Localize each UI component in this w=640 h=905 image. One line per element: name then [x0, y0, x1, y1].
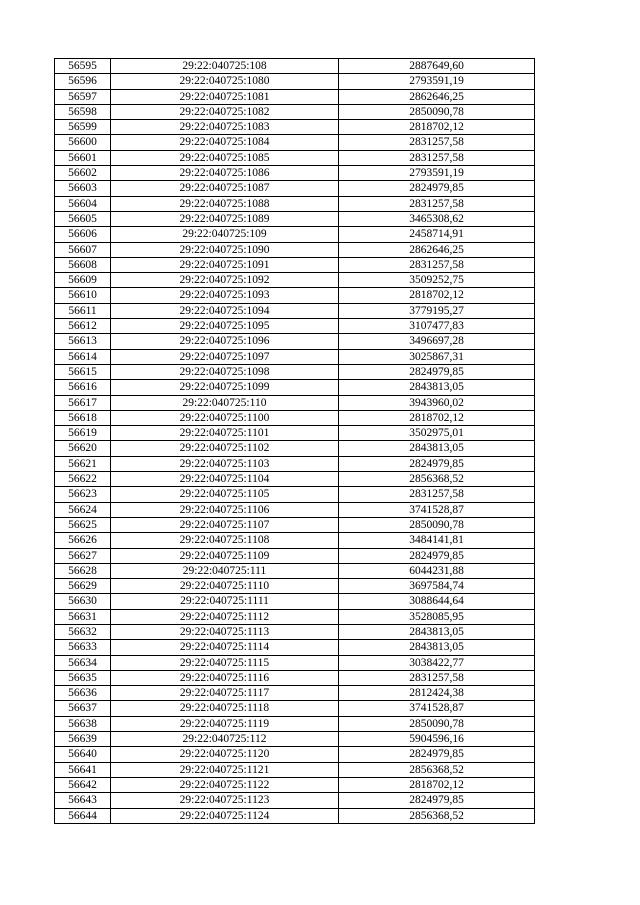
table-row — [55, 502, 535, 517]
cadastral-value-cell: 3484141,81 — [339, 533, 535, 548]
table-row — [55, 380, 535, 395]
row-number-cell: 56639 — [55, 732, 111, 747]
table-row — [55, 211, 535, 226]
table-row — [55, 808, 535, 823]
cadastral-value-cell: 2843813,05 — [339, 640, 535, 655]
table-row — [55, 548, 535, 563]
cadastral-value-cell: 2843813,05 — [339, 624, 535, 639]
cadastral-value-cell: 2862646,25 — [339, 89, 535, 104]
row-number-cell: 56605 — [55, 211, 111, 226]
cadastral-value-cell: 2843813,05 — [339, 441, 535, 456]
table-row — [55, 517, 535, 532]
row-number-cell: 56612 — [55, 319, 111, 334]
row-number-cell: 56599 — [55, 120, 111, 135]
table-row — [55, 609, 535, 624]
table-row — [55, 89, 535, 104]
table-row — [55, 349, 535, 364]
cadastral-number-cell: 29:22:040725:1090 — [111, 242, 339, 257]
row-number-cell: 56634 — [55, 655, 111, 670]
cadastral-number-cell: 29:22:040725:1108 — [111, 533, 339, 548]
cadastral-number-cell: 29:22:040725:1096 — [111, 334, 339, 349]
table-row — [55, 762, 535, 777]
cadastral-value-cell: 2831257,58 — [339, 257, 535, 272]
table-row — [55, 242, 535, 257]
row-number-cell: 56635 — [55, 670, 111, 685]
cadastral-number-cell: 29:22:040725:1102 — [111, 441, 339, 456]
cadastral-value-cell: 2850090,78 — [339, 716, 535, 731]
row-number-cell: 56596 — [55, 74, 111, 89]
cadastral-number-cell: 29:22:040725:1119 — [111, 716, 339, 731]
table-row — [55, 74, 535, 89]
row-number-cell: 56616 — [55, 380, 111, 395]
cadastral-value-cell: 3779195,27 — [339, 303, 535, 318]
row-number-cell: 56606 — [55, 227, 111, 242]
table-row — [55, 395, 535, 410]
table-row — [55, 624, 535, 639]
table-row — [55, 777, 535, 792]
table-row — [55, 166, 535, 181]
row-number-cell: 56619 — [55, 426, 111, 441]
cadastral-number-cell: 29:22:040725:1085 — [111, 150, 339, 165]
cadastral-value-cell: 2831257,58 — [339, 196, 535, 211]
cadastral-value-cell: 2824979,85 — [339, 364, 535, 379]
cadastral-value-cell: 2831257,58 — [339, 135, 535, 150]
cadastral-value-cell: 2793591,19 — [339, 166, 535, 181]
table-row — [55, 441, 535, 456]
table-row — [55, 686, 535, 701]
cadastral-number-cell: 29:22:040725:1118 — [111, 701, 339, 716]
table-row — [55, 716, 535, 731]
cadastral-value-cell: 2843813,05 — [339, 380, 535, 395]
row-number-cell: 56630 — [55, 594, 111, 609]
row-number-cell: 56642 — [55, 777, 111, 792]
cadastral-number-cell: 29:22:040725:1110 — [111, 579, 339, 594]
table-row — [55, 181, 535, 196]
cadastral-number-cell: 29:22:040725:1095 — [111, 319, 339, 334]
cadastral-number-cell: 29:22:040725:1084 — [111, 135, 339, 150]
table-body — [55, 59, 535, 824]
cadastral-number-cell: 29:22:040725:1123 — [111, 793, 339, 808]
cadastral-value-cell: 2831257,58 — [339, 487, 535, 502]
table-row — [55, 563, 535, 578]
row-number-cell: 56617 — [55, 395, 111, 410]
cadastral-value-cell: 3741528,87 — [339, 701, 535, 716]
cadastral-number-cell: 29:22:040725:1097 — [111, 349, 339, 364]
cadastral-value-cell: 2850090,78 — [339, 104, 535, 119]
cadastral-number-cell: 29:22:040725:1091 — [111, 257, 339, 272]
cadastral-value-cell: 3038422,77 — [339, 655, 535, 670]
row-number-cell: 56611 — [55, 303, 111, 318]
cadastral-number-cell: 29:22:040725:1111 — [111, 594, 339, 609]
row-number-cell: 56621 — [55, 456, 111, 471]
cadastral-number-cell: 29:22:040725:1103 — [111, 456, 339, 471]
cadastral-number-cell: 29:22:040725:109 — [111, 227, 339, 242]
table-row — [55, 410, 535, 425]
cadastral-value-cell: 2824979,85 — [339, 747, 535, 762]
row-number-cell: 56600 — [55, 135, 111, 150]
table-row — [55, 303, 535, 318]
cadastral-value-cell: 2812424,38 — [339, 686, 535, 701]
row-number-cell: 56622 — [55, 472, 111, 487]
cadastral-number-cell: 29:22:040725:1105 — [111, 487, 339, 502]
row-number-cell: 56608 — [55, 257, 111, 272]
table-row — [55, 594, 535, 609]
row-number-cell: 56638 — [55, 716, 111, 731]
row-number-cell: 56597 — [55, 89, 111, 104]
table-row — [55, 273, 535, 288]
cadastral-value-cell: 2824979,85 — [339, 456, 535, 471]
cadastral-value-cell: 2850090,78 — [339, 517, 535, 532]
cadastral-number-cell: 29:22:040725:111 — [111, 563, 339, 578]
row-number-cell: 56603 — [55, 181, 111, 196]
table-row — [55, 793, 535, 808]
cadastral-value-cell: 3528085,95 — [339, 609, 535, 624]
cadastral-value-cell: 2818702,12 — [339, 410, 535, 425]
cadastral-value-cell: 6044231,88 — [339, 563, 535, 578]
row-number-cell: 56643 — [55, 793, 111, 808]
cadastral-number-cell: 29:22:040725:1092 — [111, 273, 339, 288]
cadastral-value-cell: 2824979,85 — [339, 793, 535, 808]
row-number-cell: 56604 — [55, 196, 111, 211]
table-row — [55, 135, 535, 150]
cadastral-number-cell: 29:22:040725:1082 — [111, 104, 339, 119]
cadastral-value-cell: 3496697,28 — [339, 334, 535, 349]
cadastral-value-table — [54, 58, 535, 824]
cadastral-number-cell: 29:22:040725:1120 — [111, 747, 339, 762]
cadastral-value-cell: 2818702,12 — [339, 120, 535, 135]
row-number-cell: 56620 — [55, 441, 111, 456]
cadastral-number-cell: 29:22:040725:1122 — [111, 777, 339, 792]
cadastral-value-cell: 2831257,58 — [339, 150, 535, 165]
cadastral-value-cell: 3502975,01 — [339, 426, 535, 441]
cadastral-number-cell: 29:22:040725:1099 — [111, 380, 339, 395]
document-page — [54, 58, 534, 824]
table-row — [55, 59, 535, 74]
cadastral-value-cell: 2818702,12 — [339, 777, 535, 792]
cadastral-number-cell: 29:22:040725:1115 — [111, 655, 339, 670]
cadastral-number-cell: 29:22:040725:1121 — [111, 762, 339, 777]
cadastral-number-cell: 29:22:040725:1112 — [111, 609, 339, 624]
table-row — [55, 319, 535, 334]
cadastral-value-cell: 2818702,12 — [339, 288, 535, 303]
cadastral-value-cell: 3025867,31 — [339, 349, 535, 364]
cadastral-number-cell: 29:22:040725:1106 — [111, 502, 339, 517]
table-row — [55, 533, 535, 548]
table-row — [55, 472, 535, 487]
row-number-cell: 56633 — [55, 640, 111, 655]
row-number-cell: 56629 — [55, 579, 111, 594]
row-number-cell: 56625 — [55, 517, 111, 532]
cadastral-value-cell: 3107477,83 — [339, 319, 535, 334]
row-number-cell: 56595 — [55, 59, 111, 74]
table-row — [55, 456, 535, 471]
cadastral-number-cell: 29:22:040725:1088 — [111, 196, 339, 211]
row-number-cell: 56614 — [55, 349, 111, 364]
cadastral-number-cell: 29:22:040725:1114 — [111, 640, 339, 655]
cadastral-number-cell: 29:22:040725:1089 — [111, 211, 339, 226]
row-number-cell: 56631 — [55, 609, 111, 624]
cadastral-number-cell: 29:22:040725:1107 — [111, 517, 339, 532]
row-number-cell: 56618 — [55, 410, 111, 425]
table-row — [55, 701, 535, 716]
row-number-cell: 56637 — [55, 701, 111, 716]
cadastral-number-cell: 29:22:040725:1093 — [111, 288, 339, 303]
cadastral-value-cell: 2458714,91 — [339, 227, 535, 242]
cadastral-value-cell: 2824979,85 — [339, 548, 535, 563]
row-number-cell: 56626 — [55, 533, 111, 548]
cadastral-number-cell: 29:22:040725:1086 — [111, 166, 339, 181]
table-row — [55, 288, 535, 303]
cadastral-number-cell: 29:22:040725:110 — [111, 395, 339, 410]
table-row — [55, 364, 535, 379]
cadastral-number-cell: 29:22:040725:1117 — [111, 686, 339, 701]
cadastral-value-cell: 2793591,19 — [339, 74, 535, 89]
row-number-cell: 56628 — [55, 563, 111, 578]
row-number-cell: 56644 — [55, 808, 111, 823]
cadastral-value-cell: 3697584,74 — [339, 579, 535, 594]
table-row — [55, 655, 535, 670]
cadastral-number-cell: 29:22:040725:1109 — [111, 548, 339, 563]
cadastral-value-cell: 3088644,64 — [339, 594, 535, 609]
cadastral-number-cell: 29:22:040725:1101 — [111, 426, 339, 441]
cadastral-number-cell: 29:22:040725:1087 — [111, 181, 339, 196]
row-number-cell: 56602 — [55, 166, 111, 181]
row-number-cell: 56632 — [55, 624, 111, 639]
table-row — [55, 747, 535, 762]
cadastral-value-cell: 3943960,02 — [339, 395, 535, 410]
cadastral-number-cell: 29:22:040725:1081 — [111, 89, 339, 104]
cadastral-number-cell: 29:22:040725:1100 — [111, 410, 339, 425]
table-row — [55, 732, 535, 747]
table-row — [55, 579, 535, 594]
row-number-cell: 56624 — [55, 502, 111, 517]
cadastral-value-cell: 2887649,60 — [339, 59, 535, 74]
row-number-cell: 56640 — [55, 747, 111, 762]
row-number-cell: 56613 — [55, 334, 111, 349]
cadastral-value-cell: 3465308,62 — [339, 211, 535, 226]
table-row — [55, 120, 535, 135]
cadastral-value-cell: 2824979,85 — [339, 181, 535, 196]
row-number-cell: 56641 — [55, 762, 111, 777]
table-row — [55, 150, 535, 165]
row-number-cell: 56627 — [55, 548, 111, 563]
cadastral-value-cell: 5904596,16 — [339, 732, 535, 747]
row-number-cell: 56601 — [55, 150, 111, 165]
table-row — [55, 227, 535, 242]
table-row — [55, 104, 535, 119]
cadastral-value-cell: 2831257,58 — [339, 670, 535, 685]
table-row — [55, 196, 535, 211]
row-number-cell: 56615 — [55, 364, 111, 379]
table-row — [55, 426, 535, 441]
cadastral-number-cell: 29:22:040725:1094 — [111, 303, 339, 318]
table-row — [55, 257, 535, 272]
cadastral-number-cell: 29:22:040725:1104 — [111, 472, 339, 487]
cadastral-value-cell: 2856368,52 — [339, 762, 535, 777]
cadastral-value-cell: 2856368,52 — [339, 808, 535, 823]
cadastral-value-cell: 3741528,87 — [339, 502, 535, 517]
cadastral-number-cell: 29:22:040725:1098 — [111, 364, 339, 379]
cadastral-number-cell: 29:22:040725:1083 — [111, 120, 339, 135]
cadastral-number-cell: 29:22:040725:108 — [111, 59, 339, 74]
row-number-cell: 56598 — [55, 104, 111, 119]
table-row — [55, 670, 535, 685]
cadastral-number-cell: 29:22:040725:1124 — [111, 808, 339, 823]
cadastral-number-cell: 29:22:040725:1113 — [111, 624, 339, 639]
cadastral-value-cell: 2856368,52 — [339, 472, 535, 487]
cadastral-number-cell: 29:22:040725:112 — [111, 732, 339, 747]
row-number-cell: 56610 — [55, 288, 111, 303]
table-row — [55, 334, 535, 349]
table-row — [55, 640, 535, 655]
row-number-cell: 56623 — [55, 487, 111, 502]
cadastral-value-cell: 3509252,75 — [339, 273, 535, 288]
cadastral-value-cell: 2862646,25 — [339, 242, 535, 257]
cadastral-number-cell: 29:22:040725:1116 — [111, 670, 339, 685]
table-row — [55, 487, 535, 502]
cadastral-number-cell: 29:22:040725:1080 — [111, 74, 339, 89]
row-number-cell: 56607 — [55, 242, 111, 257]
row-number-cell: 56609 — [55, 273, 111, 288]
row-number-cell: 56636 — [55, 686, 111, 701]
